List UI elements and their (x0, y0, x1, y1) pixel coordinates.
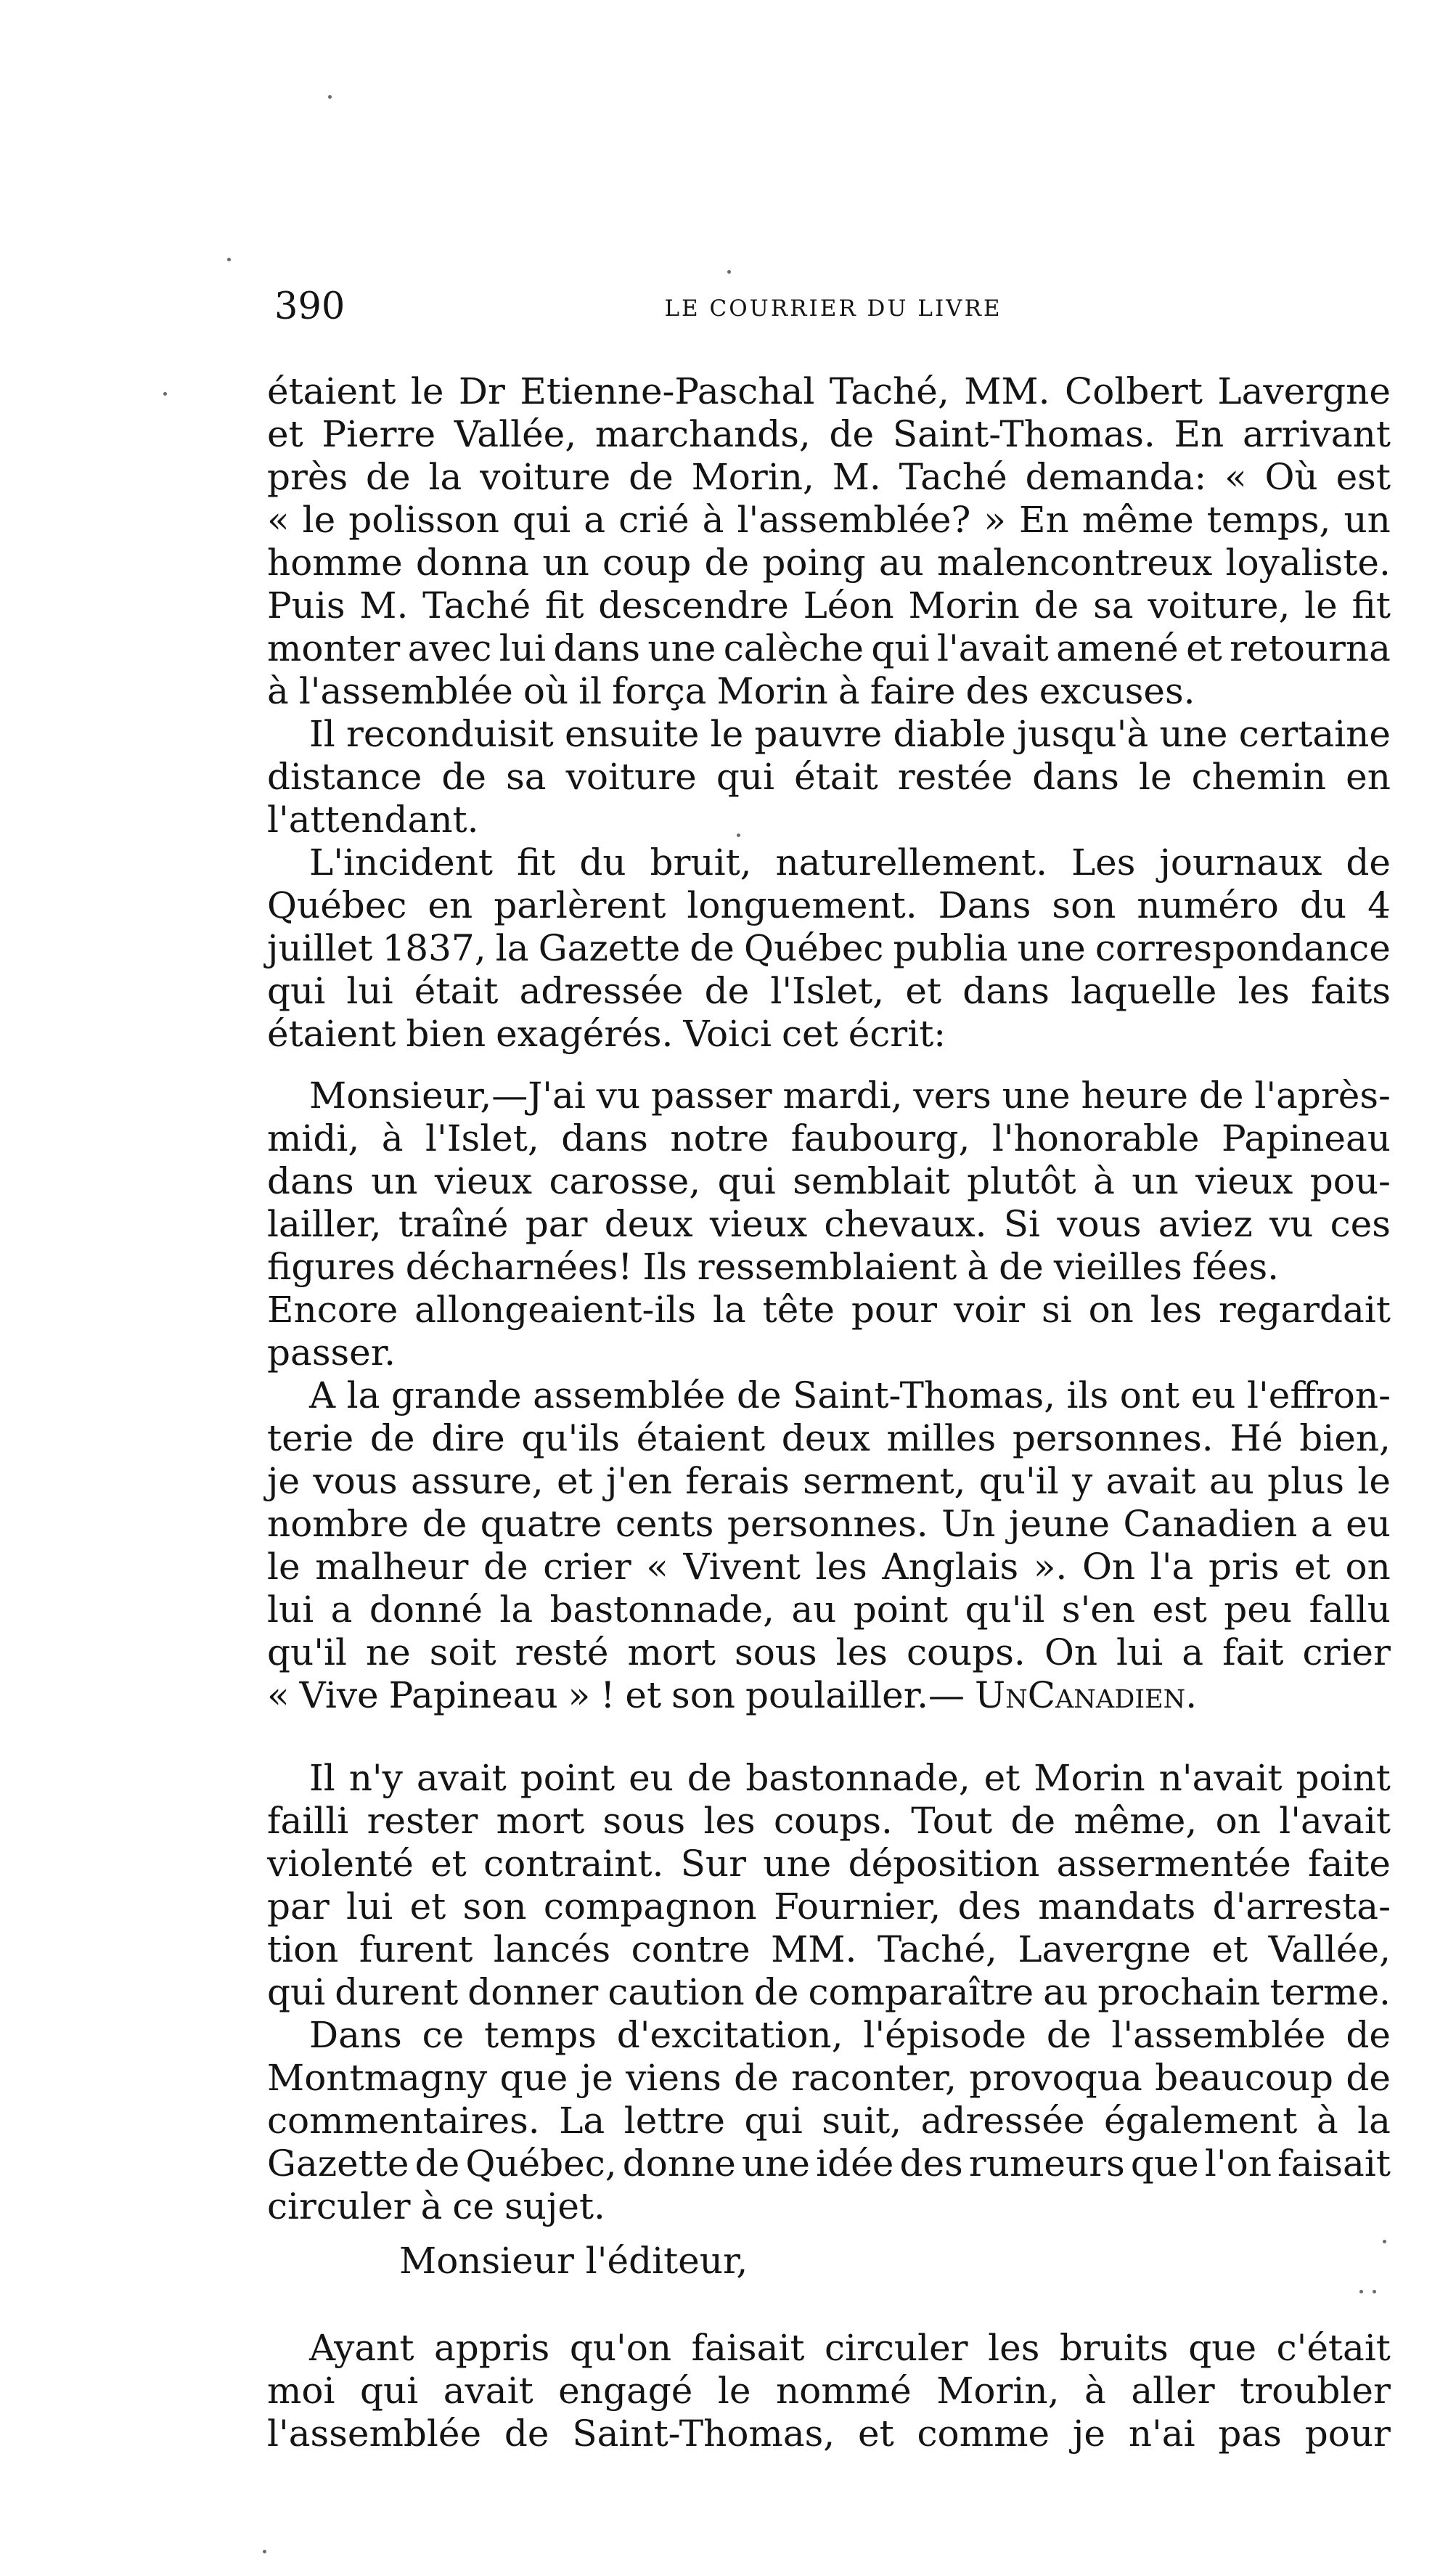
text-line: L'incident fit du bruit, naturellement. Les journaux de (309, 841, 1391, 884)
speck-mark (727, 270, 731, 274)
text-line: failli rester mort sous les coups. Tout de même, on l'avait (267, 1800, 1391, 1842)
text-line: Montmagny que je viens de raconter, provoqua beaucoup de (267, 2057, 1391, 2099)
text-line: je vous assure, et j'en ferais serment, qu'il y avait au plus le (267, 1460, 1391, 1502)
text-line: figures décharnées! Ils ressemblaient à de vieilles fées. (267, 1246, 1280, 1288)
text-line: Puis M. Taché fit descendre Léon Morin de sa voiture, le fit (267, 584, 1391, 627)
text-line: terie de dire qu'ils étaient deux milles personnes. Hé bien, (267, 1417, 1391, 1459)
text-line: Ayant appris qu'on faisait circuler les bruits que c'était (309, 2327, 1391, 2369)
text-line: et Pierre Vallée, marchands, de Saint-Thomas. En arrivant (267, 413, 1391, 455)
text-line: violenté et contraint. Sur une déposition assermentée faite (267, 1843, 1391, 1885)
text-line: juillet 1837, la Gazette de Québec publia une correspondance (267, 927, 1391, 969)
text-line: circuler à ce sujet. (267, 2185, 605, 2227)
text-line: Québec en parlèrent longuement. Dans son numéro du 4 (267, 884, 1391, 926)
text-line: homme donna un coup de poing au malencontreux loyaliste. (267, 542, 1391, 584)
text-line: monter avec lui dans une calèche qui l'avait amené et retourna (267, 627, 1391, 669)
text-line: nombre de quatre cents personnes. Un jeune Canadien a eu (267, 1503, 1391, 1545)
salutation-block (267, 2240, 1391, 2283)
page-number: 390 (274, 285, 345, 328)
text-line: A la grande assemblée de Saint-Thomas, ils ont eu l'effron- (309, 1374, 1391, 1416)
text-line: Il reconduisit ensuite le pauvre diable jusqu'à une certaine (309, 713, 1391, 755)
text-line: l'attendant. (267, 799, 479, 841)
page-header (274, 285, 1392, 329)
text-line: passer. (267, 1331, 396, 1374)
text-line: « le polisson qui a crié à l'assemblée? » En même temps, un (267, 499, 1391, 541)
text-line: commentaires. La lettre qui suit, adressée également à la (267, 2100, 1391, 2142)
text-line: qui durent donner caution de comparaître au prochain terme. (267, 1971, 1391, 2013)
text-line: qu'il ne soit resté mort sous les coups. On lui a fait crier (267, 1631, 1391, 1673)
speck-mark (1383, 2240, 1386, 2243)
text-line: Il n'y avait point eu de bastonnade, et Morin n'avait point (309, 1757, 1391, 1799)
speck-mark (1373, 2290, 1376, 2293)
text-line: étaient le Dr Etienne-Paschal Taché, MM. Colbert Lavergne (267, 370, 1391, 412)
text-line: moi qui avait engagé le nommé Morin, à aller troubler (267, 2370, 1391, 2412)
text-line: le malheur de crier « Vivent les Anglais ». On l'a pris et on (267, 1546, 1391, 1588)
text-line: qui lui était adressée de l'Islet, et dans laquelle les faits (267, 970, 1391, 1012)
quoted-letter-block (267, 1074, 1391, 1717)
text-line: près de la voiture de Morin, M. Taché demanda: « Où est (267, 456, 1391, 498)
text-line: midi, à l'Islet, dans notre faubourg, l'honorable Papineau (267, 1117, 1391, 1159)
speck-mark (328, 95, 332, 99)
salutation-line (267, 2240, 1391, 2283)
speck-mark (263, 2550, 266, 2553)
speck-mark (227, 258, 231, 261)
text-line: par lui et son compagnon Fournier, des mandats d'arresta- (267, 1885, 1391, 1928)
speck-mark (1359, 2290, 1363, 2293)
text-line: lui a donné la bastonnade, au point qu'il s'en est peu fallu (267, 1589, 1391, 1631)
text-line: lailler, traîné par deux vieux chevaux. Si vous aviez vu ces (267, 1203, 1391, 1245)
signature-text: UnCanadien. (975, 1674, 1198, 1716)
running-title: LE COURRIER DU LIVRE (664, 295, 1002, 322)
text-line: Dans ce temps d'excitation, l'épisode de l'assemblée de (309, 2014, 1391, 2056)
text-line: dans un vieux carosse, qui semblait plutôt à un vieux pou- (267, 1160, 1391, 1202)
paragraph-block-2 (267, 1757, 1391, 2228)
text-line: l'assemblée de Saint-Thomas, et comme je n'ai pas pour (267, 2413, 1391, 2455)
paragraph-block-3 (267, 2327, 1391, 2455)
speck-mark (737, 833, 740, 837)
text-line: distance de sa voiture qui était restée dans le chemin en (267, 756, 1391, 798)
text-line: Monsieur,—J'ai vu passer mardi, vers une heure de l'après- (309, 1074, 1391, 1117)
text-line: Encore allongeaient-ils la tête pour voir si on les regardait (267, 1289, 1391, 1331)
text-line: à l'assemblée où il força Morin à faire des excuses. (267, 670, 1195, 712)
text-line: « Vive Papineau » ! et son poulailler.— UnCanadien. (267, 1674, 1198, 1716)
text-line: Gazette de Québec, donne une idée des rumeurs que l'on faisait (267, 2142, 1391, 2185)
text-line: tion furent lancés contre MM. Taché, Lavergne et Vallée, (267, 1928, 1391, 1970)
salutation-text: Monsieur l'éditeur, (399, 2240, 748, 2282)
text-line: étaient bien exagérés. Voici cet écrit: (267, 1013, 946, 1055)
speck-mark (163, 392, 167, 396)
paragraph-block-1 (267, 370, 1391, 1056)
